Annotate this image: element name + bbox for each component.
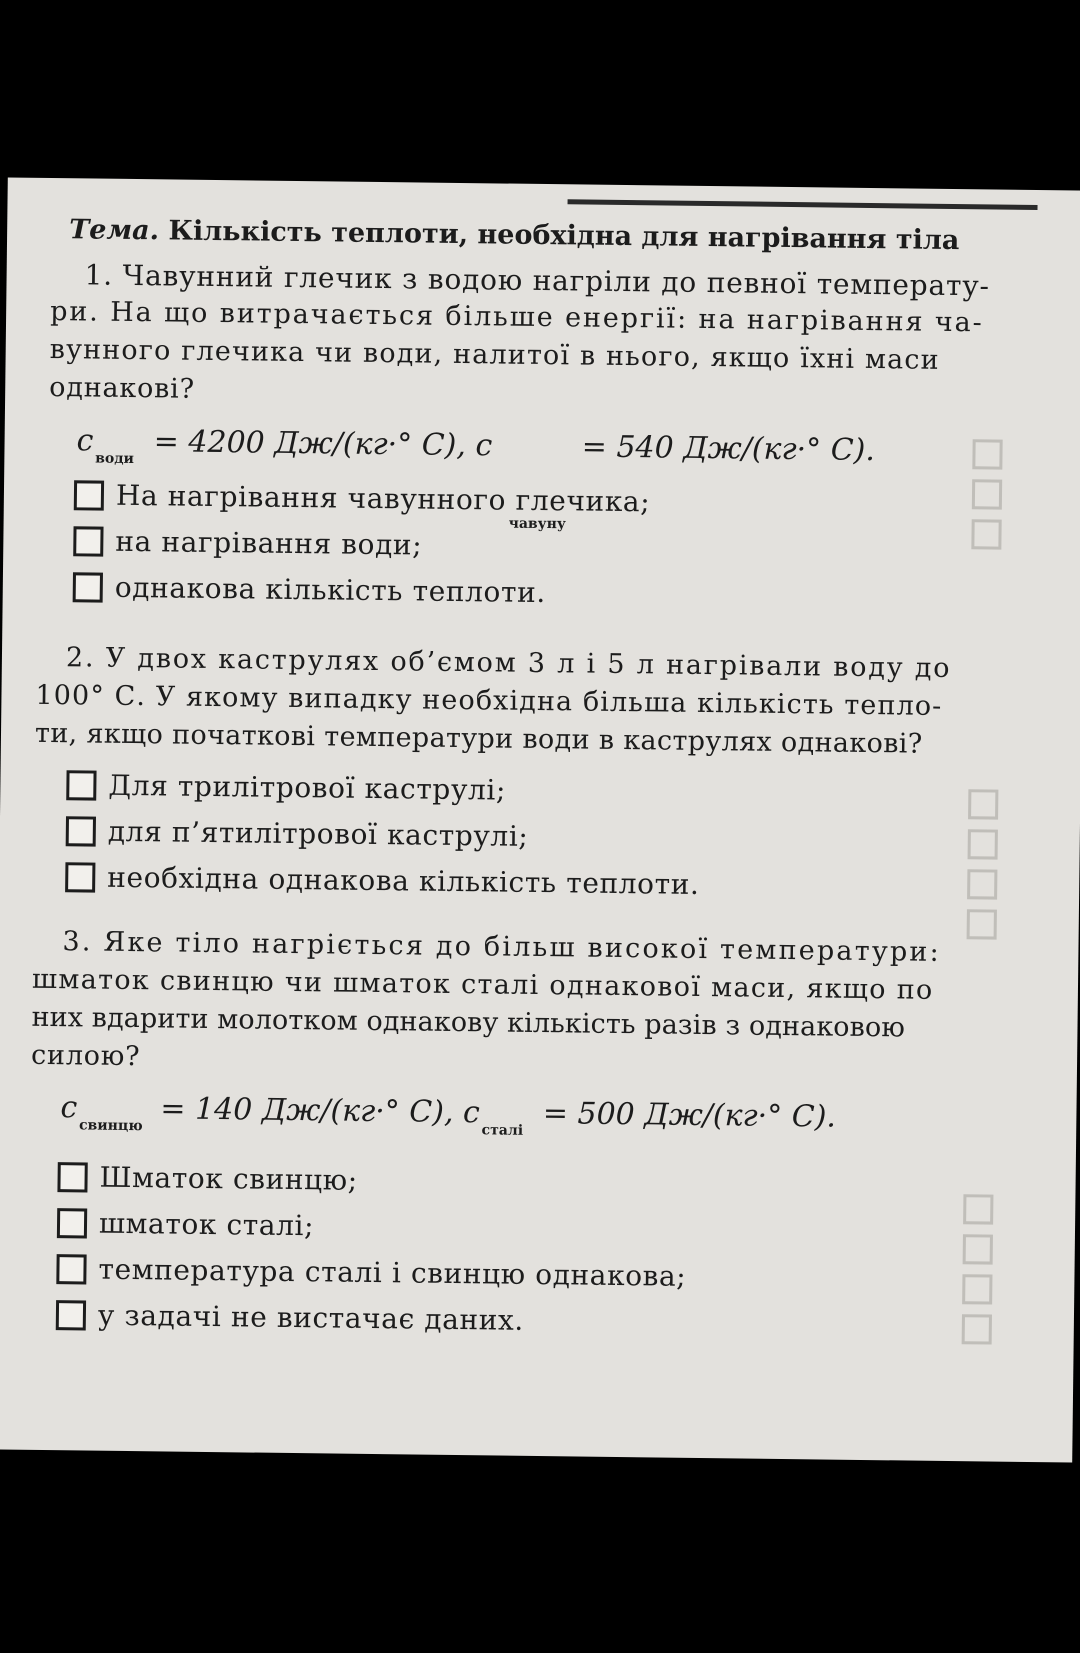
question-3-option[interactable] [57, 1206, 314, 1242]
title-prefix: Тема. [68, 214, 160, 247]
question-2-option[interactable] [65, 860, 700, 901]
question-3-line: шматок свинцю чи шматок сталі однакової маси, якщо по [31, 963, 934, 1006]
formula-value: = 4200 Дж/(кг·° С), c [153, 424, 493, 464]
bleed-through [8, 177, 1080, 190]
ghost-checkbox [962, 1314, 992, 1344]
question-1-option[interactable] [73, 524, 422, 561]
answer-checkbox[interactable] [73, 526, 103, 556]
answer-checkbox[interactable] [73, 572, 103, 602]
option-label: однакова кількість теплоти. [114, 570, 547, 610]
option-label: На нагрівання чавунного глечика; [115, 478, 651, 519]
answer-checkbox[interactable] [56, 1254, 86, 1284]
answer-checkbox[interactable] [74, 480, 104, 510]
question-1-option[interactable] [74, 478, 651, 518]
title-text: Кількість теплоти, необхідна для нагрівання тіла [168, 215, 960, 257]
ghost-checkbox [968, 829, 998, 859]
top-rule [568, 199, 1038, 210]
formula-subscript: свинцю [78, 1117, 143, 1135]
option-label: необхідна однакова кількість теплоти. [107, 860, 700, 901]
question-3-option[interactable] [57, 1160, 358, 1197]
formula-subscript: чавуну [508, 515, 566, 533]
answer-checkbox[interactable] [65, 862, 95, 892]
question-2-line: 100° С. У якому випадку необхідна більша кількість тепло- [35, 679, 943, 722]
question-2-line: 2. У двох каструлях об’ємом 3 л і 5 л нагрівали воду до [65, 642, 952, 685]
question-3-line: силою? [30, 1039, 141, 1073]
question-3-formula [60, 1090, 837, 1139]
option-label: шматок сталі; [98, 1206, 315, 1243]
ghost-checkbox [971, 519, 1001, 549]
ghost-checkbox [972, 439, 1002, 469]
ghost-checkbox [963, 1234, 993, 1264]
question-3-option[interactable] [56, 1252, 686, 1293]
worksheet-page [0, 177, 1080, 1462]
question-2-line: ти, якщо початкові температури води в каструлях однакові? [34, 717, 923, 760]
option-label: температура сталі і свинцю однакова; [98, 1252, 687, 1293]
formula-symbol: c [60, 1090, 78, 1126]
question-2-option[interactable] [66, 814, 529, 853]
option-label: Шматок свинцю; [99, 1160, 358, 1197]
question-1-line: 1. Чавунний глечик з водою нагріли до певної температу- [84, 258, 991, 303]
question-2-option[interactable] [66, 768, 506, 806]
question-1-formula [76, 423, 875, 468]
formula-value: = 500 Дж/(кг·° С). [542, 1096, 837, 1135]
ghost-checkbox [962, 1274, 992, 1304]
ghost-checkbox [967, 869, 997, 899]
formula-value: = 540 Дж/(кг·° С). [581, 429, 876, 469]
question-1-option[interactable] [73, 570, 546, 609]
ghost-checkbox [967, 909, 997, 939]
answer-checkbox[interactable] [57, 1208, 87, 1238]
formula-subscript: води [95, 450, 135, 468]
option-label: у задачі не вистачає даних. [97, 1298, 525, 1337]
formula-symbol: c [76, 423, 94, 459]
ghost-checkbox [972, 479, 1002, 509]
answer-checkbox[interactable] [57, 1162, 87, 1192]
option-label: на нагрівання води; [115, 524, 423, 562]
page-title [69, 214, 960, 256]
option-label: для п’ятилітрової каструлі; [107, 814, 529, 853]
question-1-line: однакові? [49, 371, 196, 405]
option-label: Для трилітрової каструлі; [108, 768, 507, 807]
answer-checkbox[interactable] [66, 816, 96, 846]
formula-subscript: сталі [481, 1122, 524, 1139]
question-3-option[interactable] [56, 1298, 524, 1337]
question-1-line: вунного глечика чи води, налитої в нього, якщо їхні маси [49, 333, 940, 376]
question-1-line: ри. На що витрачається більше енергії: на нагрівання ча- [49, 295, 984, 339]
ghost-checkbox [968, 789, 998, 819]
question-3-line: 3. Яке тіло нагріється до більш високої температури: [62, 926, 942, 968]
answer-checkbox[interactable] [56, 1300, 86, 1330]
formula-value: = 140 Дж/(кг·° С), c [160, 1091, 481, 1131]
ghost-checkbox [963, 1194, 993, 1224]
question-3-line: них вдарити молотком однакову кількість разів з однаковою [31, 1001, 906, 1044]
answer-checkbox[interactable] [66, 770, 96, 800]
